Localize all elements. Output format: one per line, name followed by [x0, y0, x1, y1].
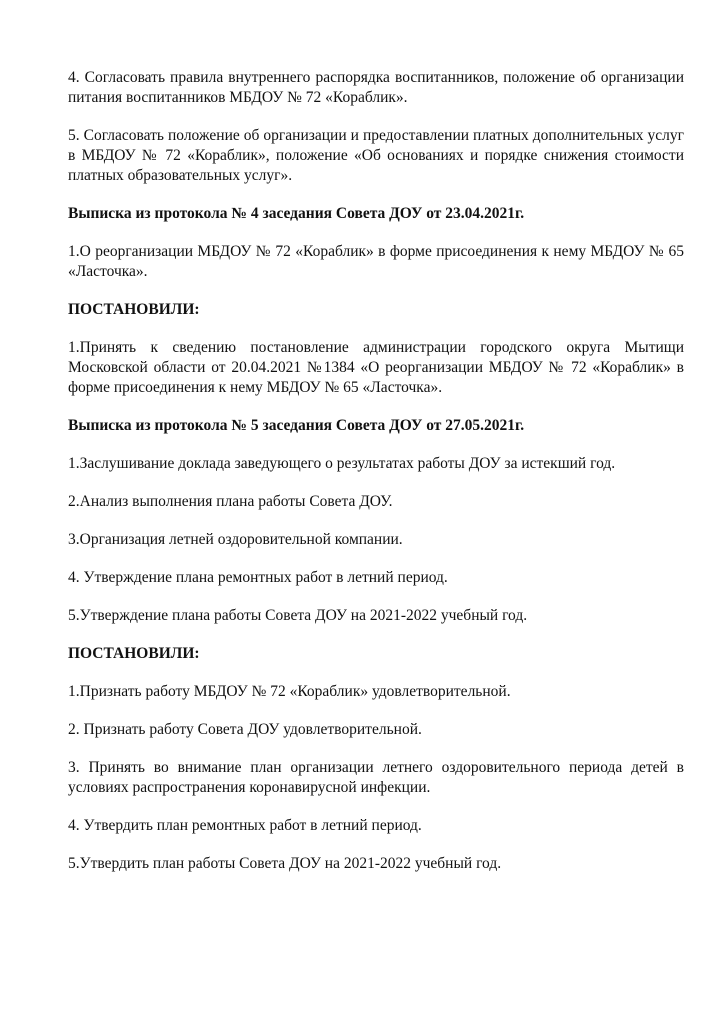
- protocol-5-decision-3: 3. Принять во внимание план организации летнего оздоровительного периода детей в условиях распространения коронавирусной инфекции.: [68, 759, 684, 796]
- protocol-5-decision-4: 4. Утвердить план ремонтных работ в летний период.: [68, 817, 422, 834]
- protocol-5-item-5: 5.Утверждение плана работы Совета ДОУ на 2021-2022 учебный год.: [68, 607, 528, 624]
- protocol-5-heading: Выписка из протокола № 5 заседания Совета ДОУ от 27.05.2021г.: [68, 417, 525, 434]
- protocol-4-heading: Выписка из протокола № 4 заседания Совета ДОУ от 23.04.2021г.: [68, 205, 525, 222]
- protocol-5-decision-5: 5.Утвердить план работы Совета ДОУ на 2021-2022 учебный год.: [68, 855, 502, 872]
- protocol-5-item-4: 4. Утверждение плана ремонтных работ в летний период.: [68, 569, 448, 586]
- protocol-4-item-1: 1.О реорганизации МБДОУ № 72 «Кораблик» в форме присоединения к нему МБДОУ № 65 «Ласточка».: [68, 243, 684, 280]
- protocol-5-decision-2: 2. Признать работу Совета ДОУ удовлетворительной.: [68, 721, 422, 738]
- paragraph-item-4-agree: 4. Согласовать правила внутреннего распорядка воспитанников, положение об организации питания воспитанников МБДОУ № 72 «Кораблик».: [68, 69, 684, 106]
- resolved-heading-2: ПОСТАНОВИЛИ:: [68, 645, 200, 662]
- protocol-5-decision-1: 1.Признать работу МБДОУ № 72 «Кораблик» удовлетворительной.: [68, 683, 511, 700]
- resolved-heading-1: ПОСТАНОВИЛИ:: [68, 301, 200, 318]
- protocol-5-item-2: 2.Анализ выполнения плана работы Совета ДОУ.: [68, 493, 393, 510]
- protocol-5-item-3: 3.Организация летней оздоровительной компании.: [68, 531, 403, 548]
- paragraph-item-5-agree: 5. Согласовать положение об организации и предоставлении платных дополнительных услуг в МБДОУ № 72 «Кораблик», положение «Об основаниях и порядке снижения стоимости платных образовательных услуг».: [68, 127, 684, 184]
- protocol-4-decision-1: 1.Принять к сведению постановление администрации городского округа Мытищи Московской области от 20.04.2021 №1384 «О реорганизации МБДОУ № 72 «Кораблик» в форме присоединения к нему МБДОУ № 65 «Ласточка».: [68, 339, 684, 396]
- protocol-5-item-1: 1.Заслушивание доклада заведующего о результатах работы ДОУ за истекший год.: [68, 455, 616, 472]
- document-body: [68, 68, 684, 892]
